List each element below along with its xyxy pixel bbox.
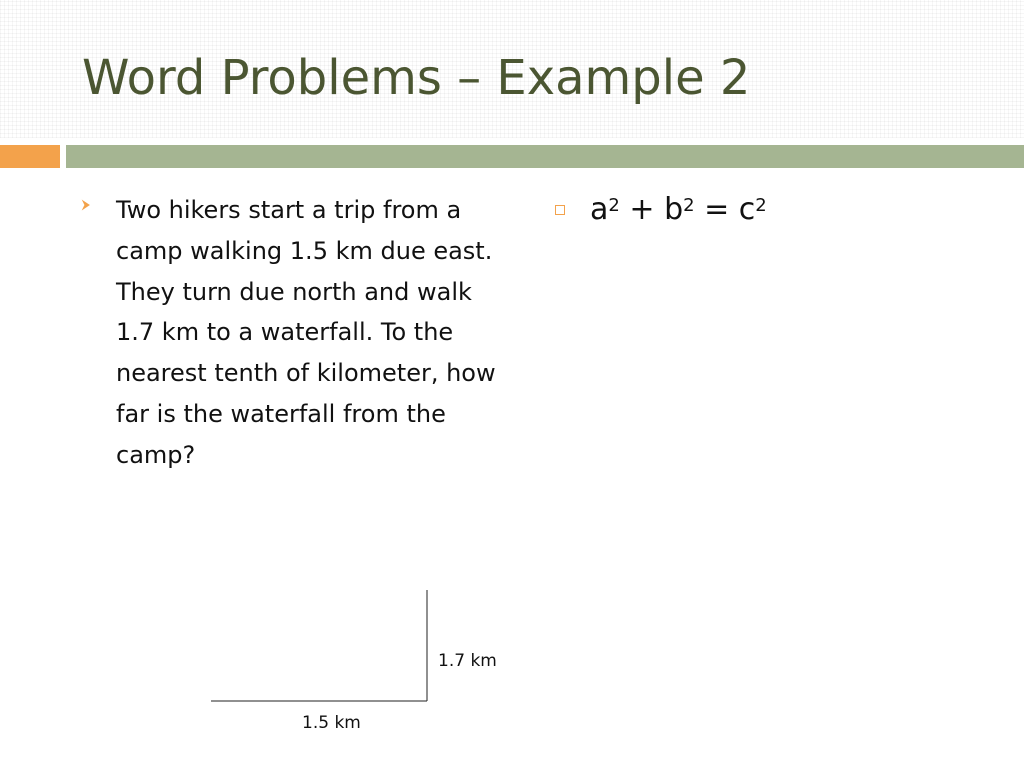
arrow-bullet-icon (80, 199, 92, 211)
formula-a: a (590, 192, 609, 227)
accent-band-green (66, 145, 1024, 168)
pythagorean-formula (590, 190, 767, 230)
formula-exponent-b: 2 (683, 195, 695, 216)
square-bullet-icon (555, 205, 565, 215)
north-leg-label: 1.7 km (438, 651, 497, 671)
formula-b: b (664, 192, 684, 227)
slide-title: Word Problems – Example 2 (82, 50, 751, 106)
formula-c: c (738, 192, 756, 227)
formula-exponent-c: 2 (755, 195, 767, 216)
east-leg-label: 1.5 km (302, 713, 361, 733)
title-area (0, 0, 1024, 138)
formula-plus: + (619, 192, 665, 227)
formula-equals: = (694, 192, 739, 227)
problem-text: Two hikers start a trip from a camp walking 1.5 km due east. They turn due north and walk 1.7 km to a waterfall. To the nearest tenth of kilometer, how far is the waterfall from the camp? (116, 196, 496, 469)
accent-band-orange (0, 145, 60, 168)
formula-exponent-a: 2 (608, 195, 620, 216)
